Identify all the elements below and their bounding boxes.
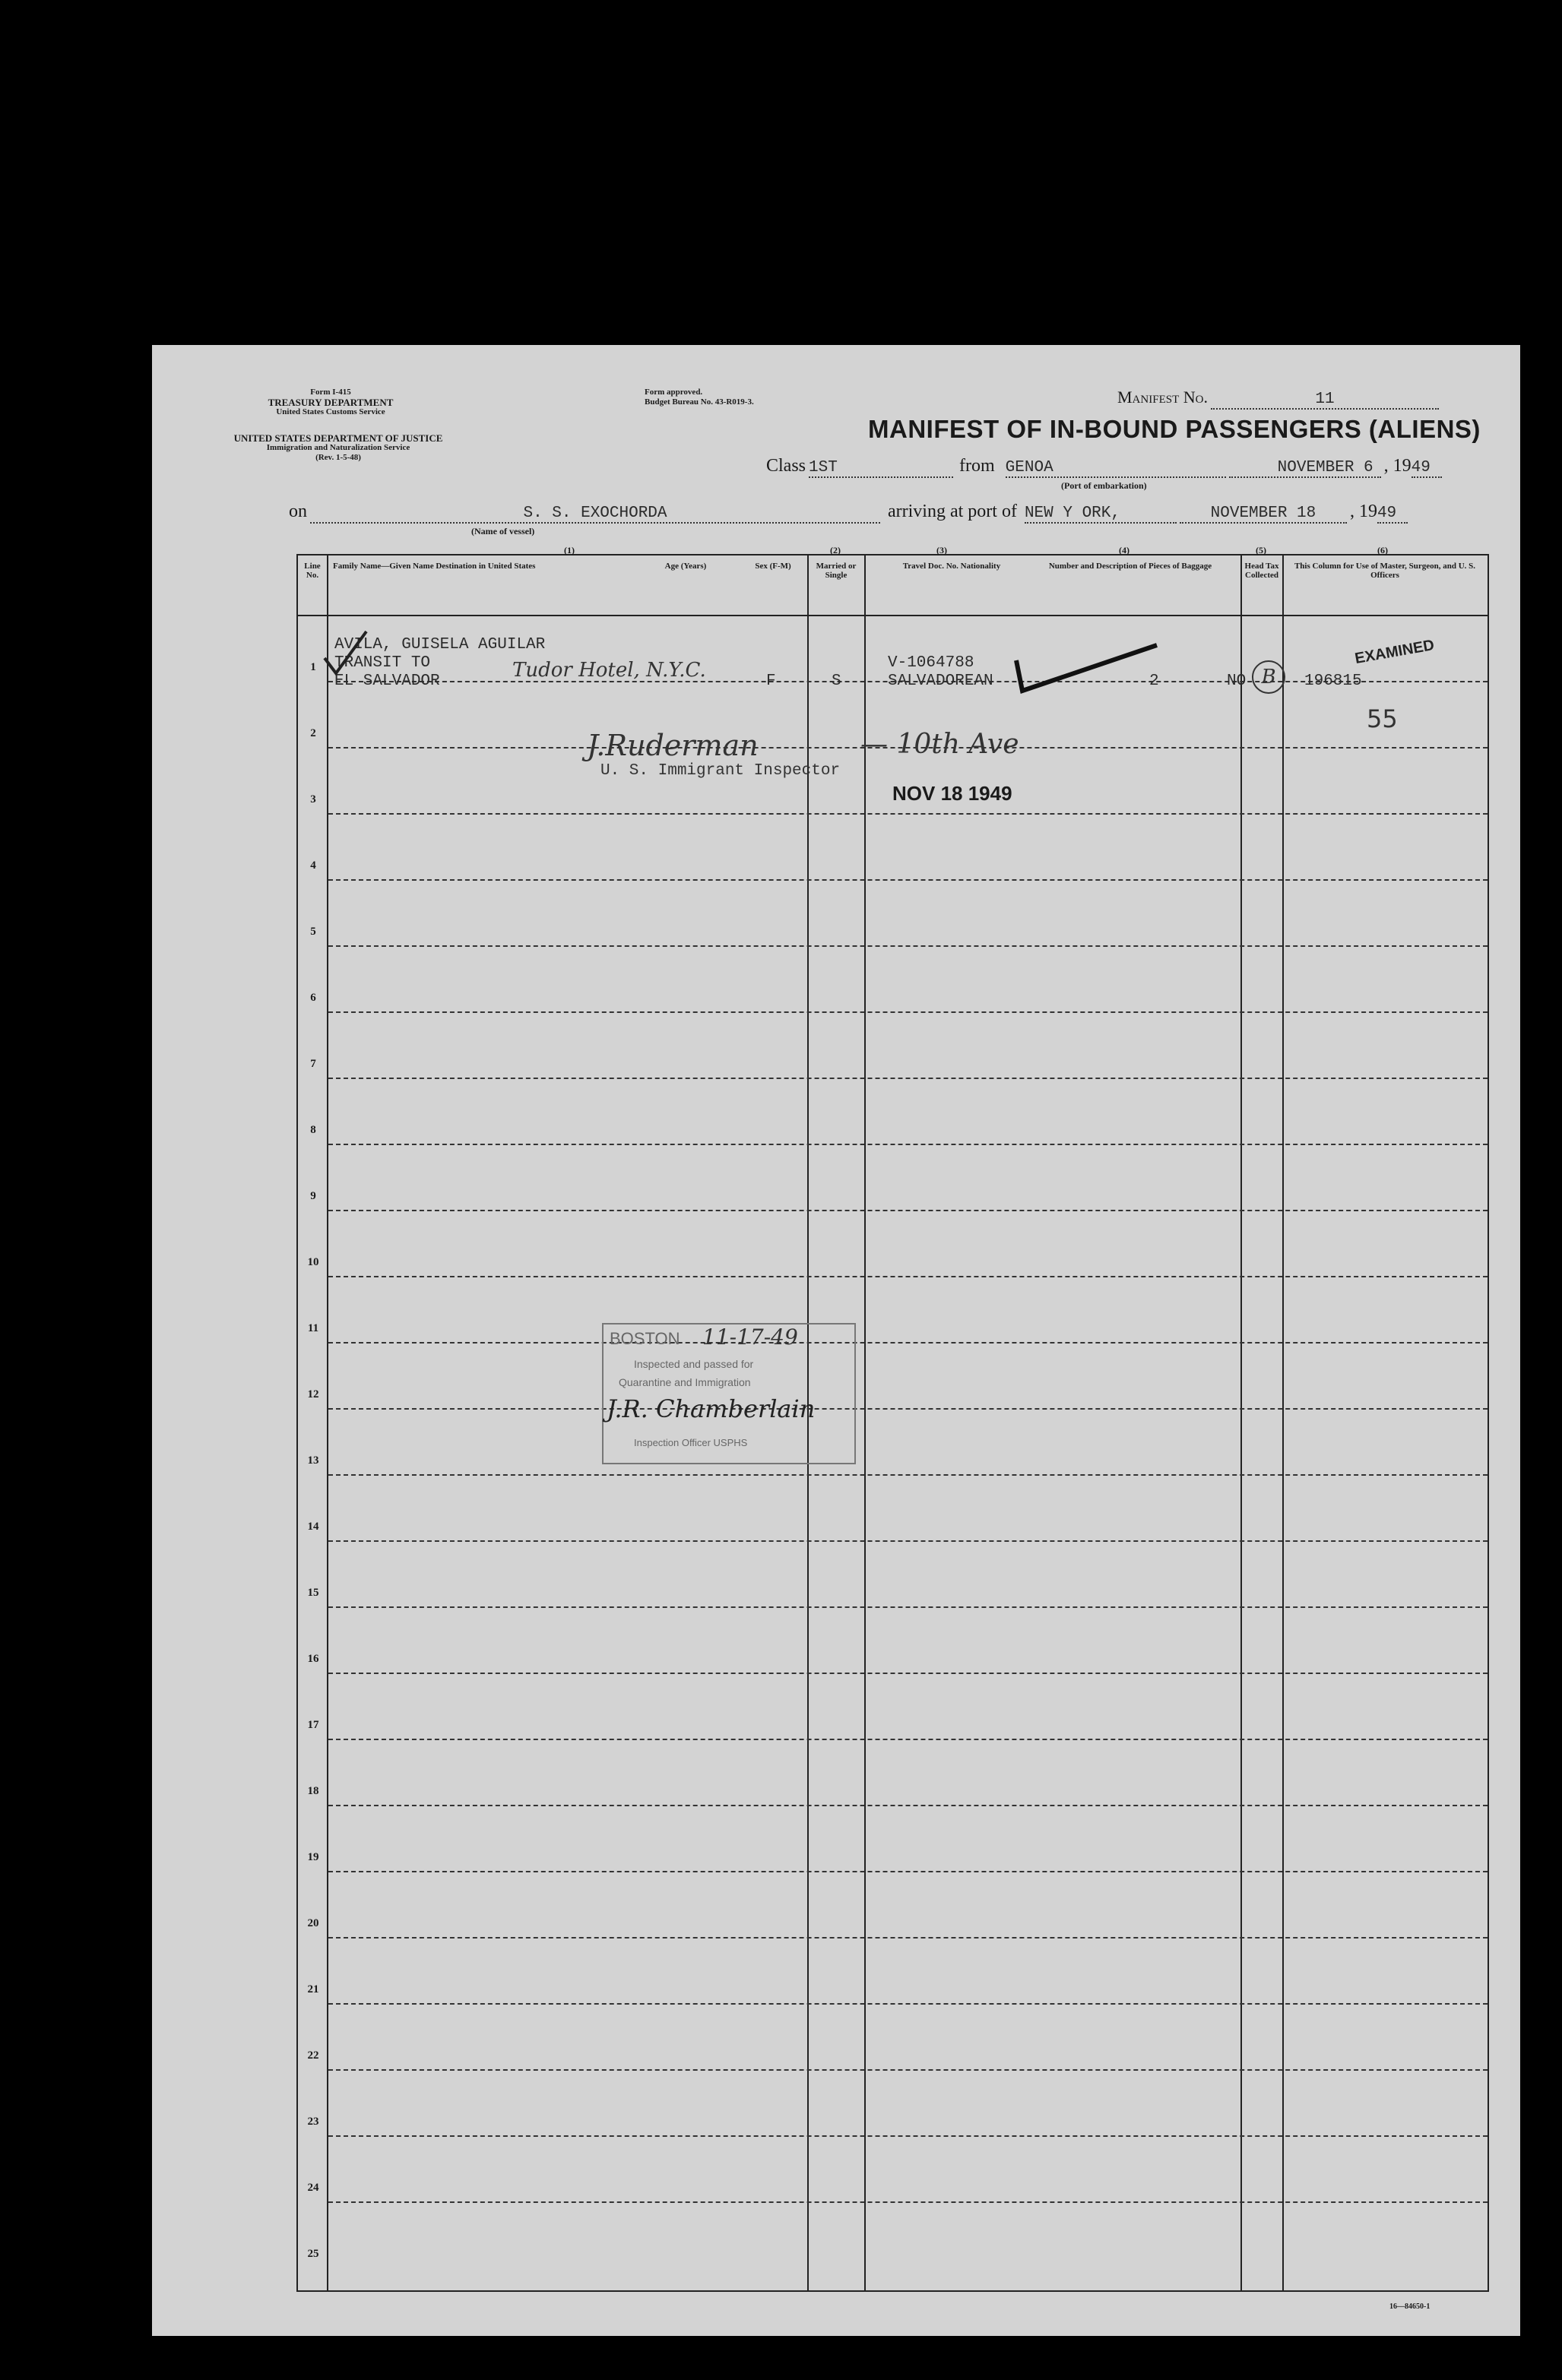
- passenger-table: [296, 545, 1489, 2292]
- row-rule: [328, 2201, 1488, 2203]
- approval-block: [645, 388, 754, 407]
- examined-stamp: EXAMINED: [1353, 637, 1436, 668]
- departure-year: 49: [1412, 459, 1442, 478]
- line-number: 7: [310, 1058, 316, 1070]
- column-divider: [1240, 555, 1242, 2290]
- line-number: 12: [307, 1388, 319, 1400]
- baggage-count: 2: [1149, 673, 1159, 690]
- vessel-caption: (Name of vessel): [471, 526, 535, 536]
- row-rule: [328, 813, 1488, 815]
- circled-letter: B: [1261, 666, 1276, 688]
- line-number: 4: [310, 859, 316, 872]
- line-number: 23: [307, 2116, 319, 2128]
- arriving-label: arriving at port of: [888, 502, 1017, 521]
- row-rule: [328, 1011, 1488, 1013]
- arrival-date: NOVEMBER 18: [1180, 505, 1347, 524]
- stamp-line-2: Quarantine and Immigration: [619, 1376, 751, 1388]
- row-rule: [328, 2069, 1488, 2071]
- print-code: 16—84650-1: [1389, 2302, 1431, 2311]
- officer-number: 196815: [1304, 673, 1362, 690]
- manifest-no-value: 11: [1211, 391, 1439, 410]
- address-note: — 10th Ave: [860, 729, 1019, 760]
- row-rule: [328, 1210, 1488, 1211]
- stamp-city: BOSTON: [610, 1329, 680, 1348]
- form-number: Form I-415: [310, 388, 351, 397]
- row-rule: [328, 1474, 1488, 1476]
- stamp-line-3: Inspection Officer USPHS: [634, 1437, 748, 1448]
- col-head-age: Age (Years): [664, 562, 707, 571]
- justice-department: UNITED STATES DEPARTMENT OF JUSTICE: [233, 432, 443, 444]
- circled-mark: [1252, 660, 1285, 694]
- line-number: 15: [307, 1587, 319, 1599]
- col-head-marital: Married or Single: [816, 562, 857, 580]
- passenger-marital: S: [832, 673, 841, 690]
- checkmark-icon: [321, 628, 374, 681]
- row-rule: [328, 2003, 1488, 2005]
- row-rule: [328, 1606, 1488, 1608]
- row-rule: [328, 945, 1488, 947]
- line-number: 10: [307, 1256, 319, 1268]
- arrival-port: NEW Y ORK,: [1025, 505, 1177, 524]
- line-number: 18: [307, 1785, 319, 1797]
- budget-bureau: Budget Bureau No. 43-R019-3.: [645, 397, 754, 407]
- line-number: 17: [307, 1719, 319, 1731]
- stamp-line-1: Inspected and passed for: [634, 1358, 754, 1370]
- from-label: from: [959, 456, 995, 476]
- departure-year-prefix: , 19: [1383, 456, 1412, 476]
- col-head-name: Family Name—Given Name Destination in United States: [333, 562, 536, 571]
- header-rule: [298, 615, 1488, 616]
- class-value: 1ST: [809, 459, 953, 478]
- line-number: 25: [307, 2248, 319, 2260]
- row-rule: [328, 1276, 1488, 1277]
- hotel-note: Tudor Hotel, N.Y.C.: [512, 659, 706, 682]
- line-number: 9: [310, 1190, 316, 1202]
- line-number: 14: [307, 1521, 319, 1533]
- col-number-6: (6): [1377, 545, 1388, 555]
- col-head-head-tax: Head Tax Collected: [1244, 562, 1279, 580]
- col-number-1: (1): [564, 545, 575, 555]
- col-head-travel-doc: Travel Doc. No. Nationality: [902, 562, 1001, 571]
- line-number: 16: [307, 1653, 319, 1665]
- col-head-officers: This Column for Use of Master, Surgeon, and U. S. Officers: [1294, 562, 1476, 580]
- inspector-date: NOV 18 1949: [892, 782, 1012, 805]
- col-number-5: (5): [1256, 545, 1266, 555]
- line-number: 21: [307, 1983, 319, 1995]
- head-tax-value: NO: [1227, 673, 1247, 690]
- passenger-nationality: SALVADOREAN: [888, 673, 993, 690]
- manifest-no-label: Manifest No.: [1117, 388, 1208, 407]
- passenger-destination-1: TRANSIT TO: [334, 654, 431, 672]
- count-number: 55: [1367, 704, 1398, 733]
- class-label: Class: [766, 456, 806, 476]
- row-rule: [328, 1739, 1488, 1740]
- manifest-sheet: [152, 345, 1520, 2336]
- on-label: on: [289, 502, 307, 521]
- line-number: 24: [307, 2182, 319, 2194]
- justice-header: [213, 433, 464, 463]
- inspector-stamp: U. S. Immigrant Inspector: [600, 762, 841, 780]
- arrival-year: 49: [1377, 505, 1408, 524]
- travel-doc-number: V-1064788: [888, 654, 974, 672]
- column-divider: [1282, 555, 1284, 2290]
- row-rule: [328, 1805, 1488, 1806]
- line-number: 13: [307, 1454, 319, 1467]
- form-revision: (Rev. 1-5-48): [315, 453, 361, 462]
- passenger-name: AVILA, GUISELA AGUILAR: [334, 636, 546, 654]
- line-number: 8: [310, 1124, 316, 1136]
- row-rule: [328, 1937, 1488, 1938]
- stamp-date: 11-17-49: [702, 1325, 798, 1350]
- row-rule: [328, 1871, 1488, 1872]
- line-number: 5: [310, 926, 316, 938]
- row-rule: [328, 1540, 1488, 1542]
- row-rule: [328, 2135, 1488, 2137]
- column-divider: [327, 555, 328, 2290]
- inspector-signature: J.Ruderman: [587, 729, 759, 762]
- row-rule: [328, 1408, 1488, 1410]
- line-number: 6: [310, 992, 316, 1004]
- row-rule: [328, 879, 1488, 881]
- col-head-line-no: Line No.: [304, 562, 321, 580]
- line-number: 19: [307, 1851, 319, 1863]
- row-rule: [328, 1144, 1488, 1145]
- from-value: GENOA: [1006, 459, 1226, 478]
- treasury-department: TREASURY DEPARTMENT: [268, 397, 394, 408]
- form-approved: Form approved.: [645, 388, 703, 397]
- arrival-year-prefix: , 19: [1349, 502, 1377, 521]
- col-number-2: (2): [830, 545, 841, 555]
- line-number: 1: [310, 661, 316, 673]
- agency-header: [258, 388, 403, 417]
- passenger-sex: F: [766, 673, 776, 690]
- port-embarkation-caption: (Port of embarkation): [1061, 480, 1147, 491]
- vessel-line: [289, 502, 1408, 524]
- col-number-3: (3): [936, 545, 947, 555]
- vessel-name: S. S. EXOCHORDA: [310, 505, 880, 524]
- boston-stamp: [602, 1323, 856, 1464]
- checkmark-icon: [1009, 638, 1161, 698]
- class-line: [766, 456, 1442, 478]
- customs-service: United States Customs Service: [276, 407, 385, 416]
- passenger-destination-2: EL SALVADOR: [334, 673, 440, 690]
- departure-date: NOVEMBER 6: [1229, 459, 1381, 478]
- stamp-signature: J.R. Chamberlain: [607, 1394, 816, 1423]
- page-title: MANIFEST OF IN-BOUND PASSENGERS (ALIENS): [868, 415, 1481, 443]
- manifest-number: [1117, 388, 1439, 410]
- column-divider: [864, 555, 866, 2290]
- line-number: 11: [307, 1322, 319, 1334]
- line-number: 3: [310, 793, 316, 805]
- col-head-sex: Sex (F-M): [755, 562, 791, 571]
- row-rule: [328, 1078, 1488, 1079]
- line-number: 22: [307, 2049, 319, 2062]
- ins-service: Immigration and Naturalization Service: [266, 443, 410, 452]
- row-rule: [328, 1342, 1488, 1343]
- col-head-baggage: Number and Description of Pieces of Baggage: [1048, 562, 1212, 571]
- line-number: 20: [307, 1917, 319, 1929]
- row-rule: [328, 1673, 1488, 1674]
- line-number: 2: [310, 727, 316, 739]
- col-number-4: (4): [1119, 545, 1130, 555]
